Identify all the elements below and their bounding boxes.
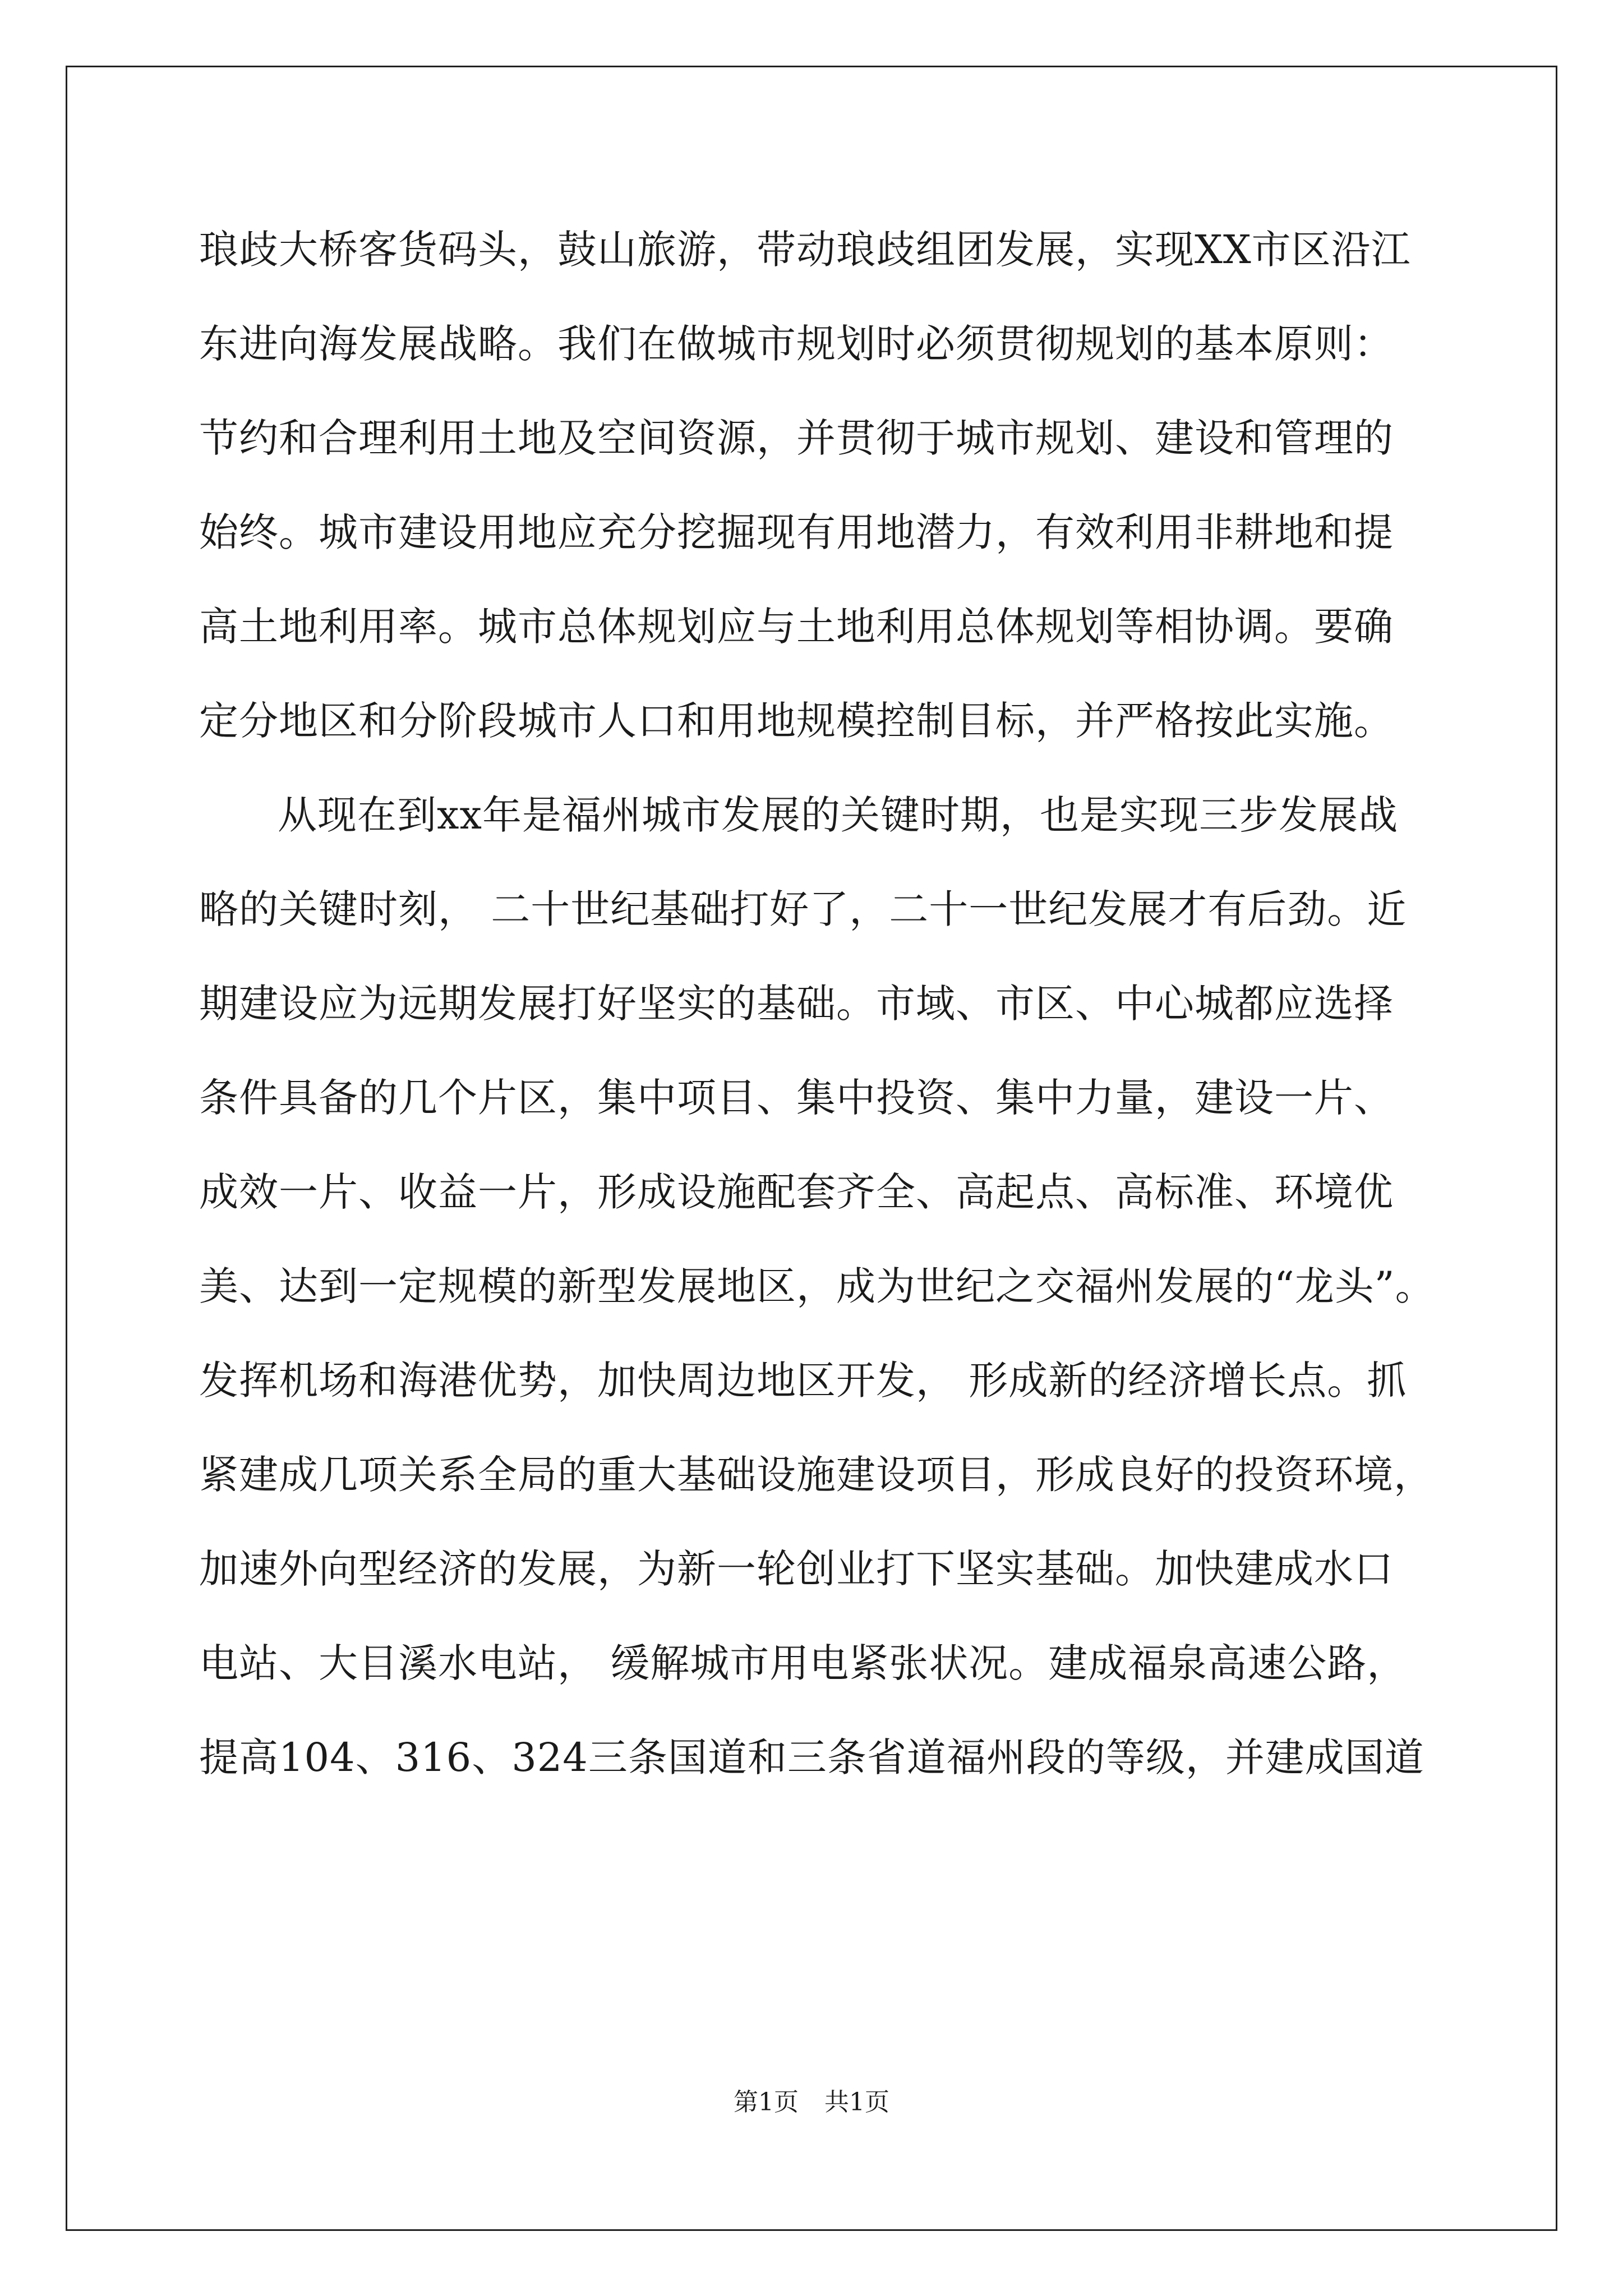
text-line-17: 提高104、316、324三条国道和三条省道福州段的等级，并建成国道	[199, 1734, 1424, 1780]
text-line-14: 紧建成几项关系全局的重大基础设施建设项目，形成良好的投资环境，	[199, 1452, 1433, 1498]
text-line-15: 加速外向型经济的发展，为新一轮创业打下坚实基础。加快建成水口	[199, 1546, 1394, 1592]
page-number: 第1页	[734, 2088, 799, 2116]
text-line-2: 东进向海发展战略。我们在做城市规划时必须贯彻规划的基本原则：	[199, 321, 1394, 367]
text-line-4: 始终。城市建设用地应充分挖掘现有用地潜力，有效利用非耕地和提	[199, 509, 1394, 555]
paragraph-start-line: 从现在到xx年是福州城市发展的关键时期，也是实现三步发展战	[278, 792, 1398, 838]
page-total: 共1页	[824, 2088, 889, 2116]
text-line-10: 条件具备的几个片区，集中项目、集中投资、集中力量，建设一片、	[199, 1075, 1394, 1121]
text-line-12: 美、达到一定规模的新型发展地区，成为世纪之交福州发展的“龙头”。	[199, 1263, 1435, 1309]
text-line-9: 期建设应为远期发展打好坚实的基础。市域、市区、中心城都应选择	[199, 981, 1394, 1027]
text-line-8: 略的关键时刻， 二十世纪基础打好了，二十一世纪发展才有后劲。近	[199, 886, 1407, 932]
text-line-5: 高土地利用率。城市总体规划应与土地利用总体规划等相协调。要确	[199, 604, 1394, 650]
page-footer	[0, 2086, 1623, 2119]
text-line-16: 电站、大目溪水电站， 缓解城市用电紧张状况。建成福泉高速公路，	[199, 1640, 1407, 1686]
document-body	[199, 216, 1433, 1818]
text-line-11: 成效一片、收益一片，形成设施配套齐全、高起点、高标准、环境优	[199, 1169, 1394, 1215]
text-line-3: 节约和合理利用土地及空间资源，并贯彻于城市规划、建设和管理的	[199, 415, 1394, 461]
text-line-13: 发挥机场和海港优势，加快周边地区开发， 形成新的经济增长点。抓	[199, 1358, 1407, 1404]
text-line-1: 琅歧大桥客货码头，鼓山旅游，带动琅歧组团发展，实现XX市区沿江	[199, 227, 1411, 273]
text-line-6: 定分地区和分阶段城市人口和用地规模控制目标，并严格按此实施。	[199, 698, 1394, 744]
